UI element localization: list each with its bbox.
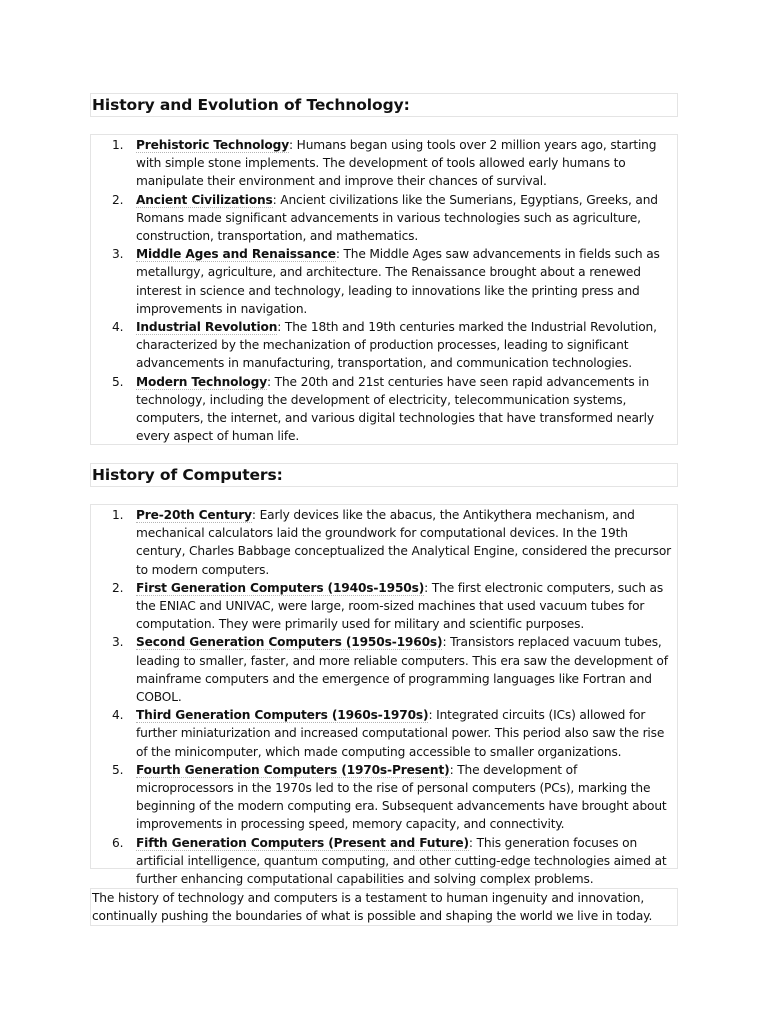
section-heading-technology: History and Evolution of Technology: (90, 93, 678, 117)
list-term: Second Generation Computers (1950s-1960s) (136, 635, 443, 650)
list-text: : This generation focuses on artificial intelligence, quantum computing, and other cutting-edge technologies aimed at further enhancing computational capabilities and solving complex problems. (136, 835, 667, 887)
list-text: : Integrated circuits (ICs) allowed for further miniaturization and increased computational power. This period also saw the rise of the minicomputer, which made computing accessible to smaller organizations. (136, 708, 665, 759)
list-number: 6. (112, 835, 124, 850)
list-text: : Ancient civilizations like the Sumerians, Egyptians, Greeks, and Romans made significant advancements in various technologies such as agriculture, construction, transportation, and mathematics. (136, 192, 658, 244)
list-term: Third Generation Computers (1960s-1970s) (136, 708, 429, 723)
list-item (91, 191, 677, 246)
list-term: Fourth Generation Computers (1970s-Present) (136, 762, 450, 777)
list-number: 3. (112, 247, 124, 262)
list-number: 1. (112, 508, 124, 522)
list-number: 2. (112, 580, 124, 595)
list-number: 2. (112, 192, 124, 207)
list-term: Pre-20th Century (136, 508, 252, 522)
list-term: Fifth Generation Computers (Present and Future) (136, 835, 469, 850)
list-item (91, 633, 677, 706)
list-text: : The first electronic computers, such as the ENIAC and UNIVAC, were large, room-sized machines that used vacuum tubes for computation. They were primarily used for military and scientific purposes. (136, 580, 664, 632)
list-number: 5. (112, 762, 124, 777)
list-text: : The Middle Ages saw advancements in fields such as metallurgy, agriculture, and architecture. The Renaissance brought about a renewed interest in science and technology, leading to innovations like the printing press and improvements in navigation. (136, 247, 660, 316)
list-term: Prehistoric Technology (136, 138, 289, 152)
list-item (91, 579, 677, 634)
closing-paragraph: The history of technology and computers is a testament to human ingenuity and innovation, continually pushing the boundaries of what is possible and shaping the world we live in today. (90, 888, 678, 926)
list-term: Modern Technology (136, 374, 267, 389)
list-number: 1. (112, 138, 124, 152)
list-text: : Humans began using tools over 2 million years ago, starting with simple stone implements. The development of tools allowed early humans to manipulate their environment and improve their chances of survival. (136, 138, 657, 189)
list-item (91, 706, 677, 761)
list-text: : The development of microprocessors in the 1970s led to the rise of personal computers (PCs), marking the beginning of the modern computing era. Subsequent advancements have brought about improvements in processing speed, memory capacity, and connectivity. (136, 762, 667, 832)
list-number: 4. (112, 708, 124, 723)
section-heading-computers: History of Computers: (90, 463, 678, 487)
list-item (91, 506, 677, 579)
list-text: : The 18th and 19th centuries marked the Industrial Revolution, characterized by the mechanization of production processes, leading to significant advancements in manufacturing, transportation, and communication technologies. (136, 320, 657, 371)
list-term: Ancient Civilizations (136, 192, 273, 207)
technology-history-list (90, 134, 678, 445)
list-text: : Early devices like the abacus, the Antikythera mechanism, and mechanical calculators laid the groundwork for computational devices. In the 19th century, Charles Babbage conceptualized the Analytical Engine, considered the precursor to modern computers. (136, 508, 672, 577)
list-number: 3. (112, 635, 124, 650)
list-item (91, 373, 677, 446)
computer-history-list (90, 504, 678, 887)
list-text: : Transistors replaced vacuum tubes, leading to smaller, faster, and more reliable computers. This era saw the development of mainframe computers and the emergence of programming languages like Fortran and COBOL. (136, 635, 668, 705)
list-term: Industrial Revolution (136, 320, 278, 335)
list-text: : The 20th and 21st centuries have seen rapid advancements in technology, including the development of electricity, telecommunication systems, computers, the internet, and various digital technologies that have transformed nearly every aspect of human life. (136, 374, 654, 444)
list-item (91, 245, 677, 318)
list-item (91, 834, 677, 889)
list-number: 5. (112, 374, 124, 389)
list-item (91, 318, 677, 373)
list-term: First Generation Computers (1940s-1950s) (136, 580, 425, 595)
list-item (91, 136, 677, 191)
list-term: Middle Ages and Renaissance (136, 247, 336, 262)
list-number: 4. (112, 320, 124, 335)
list-item (91, 761, 677, 834)
